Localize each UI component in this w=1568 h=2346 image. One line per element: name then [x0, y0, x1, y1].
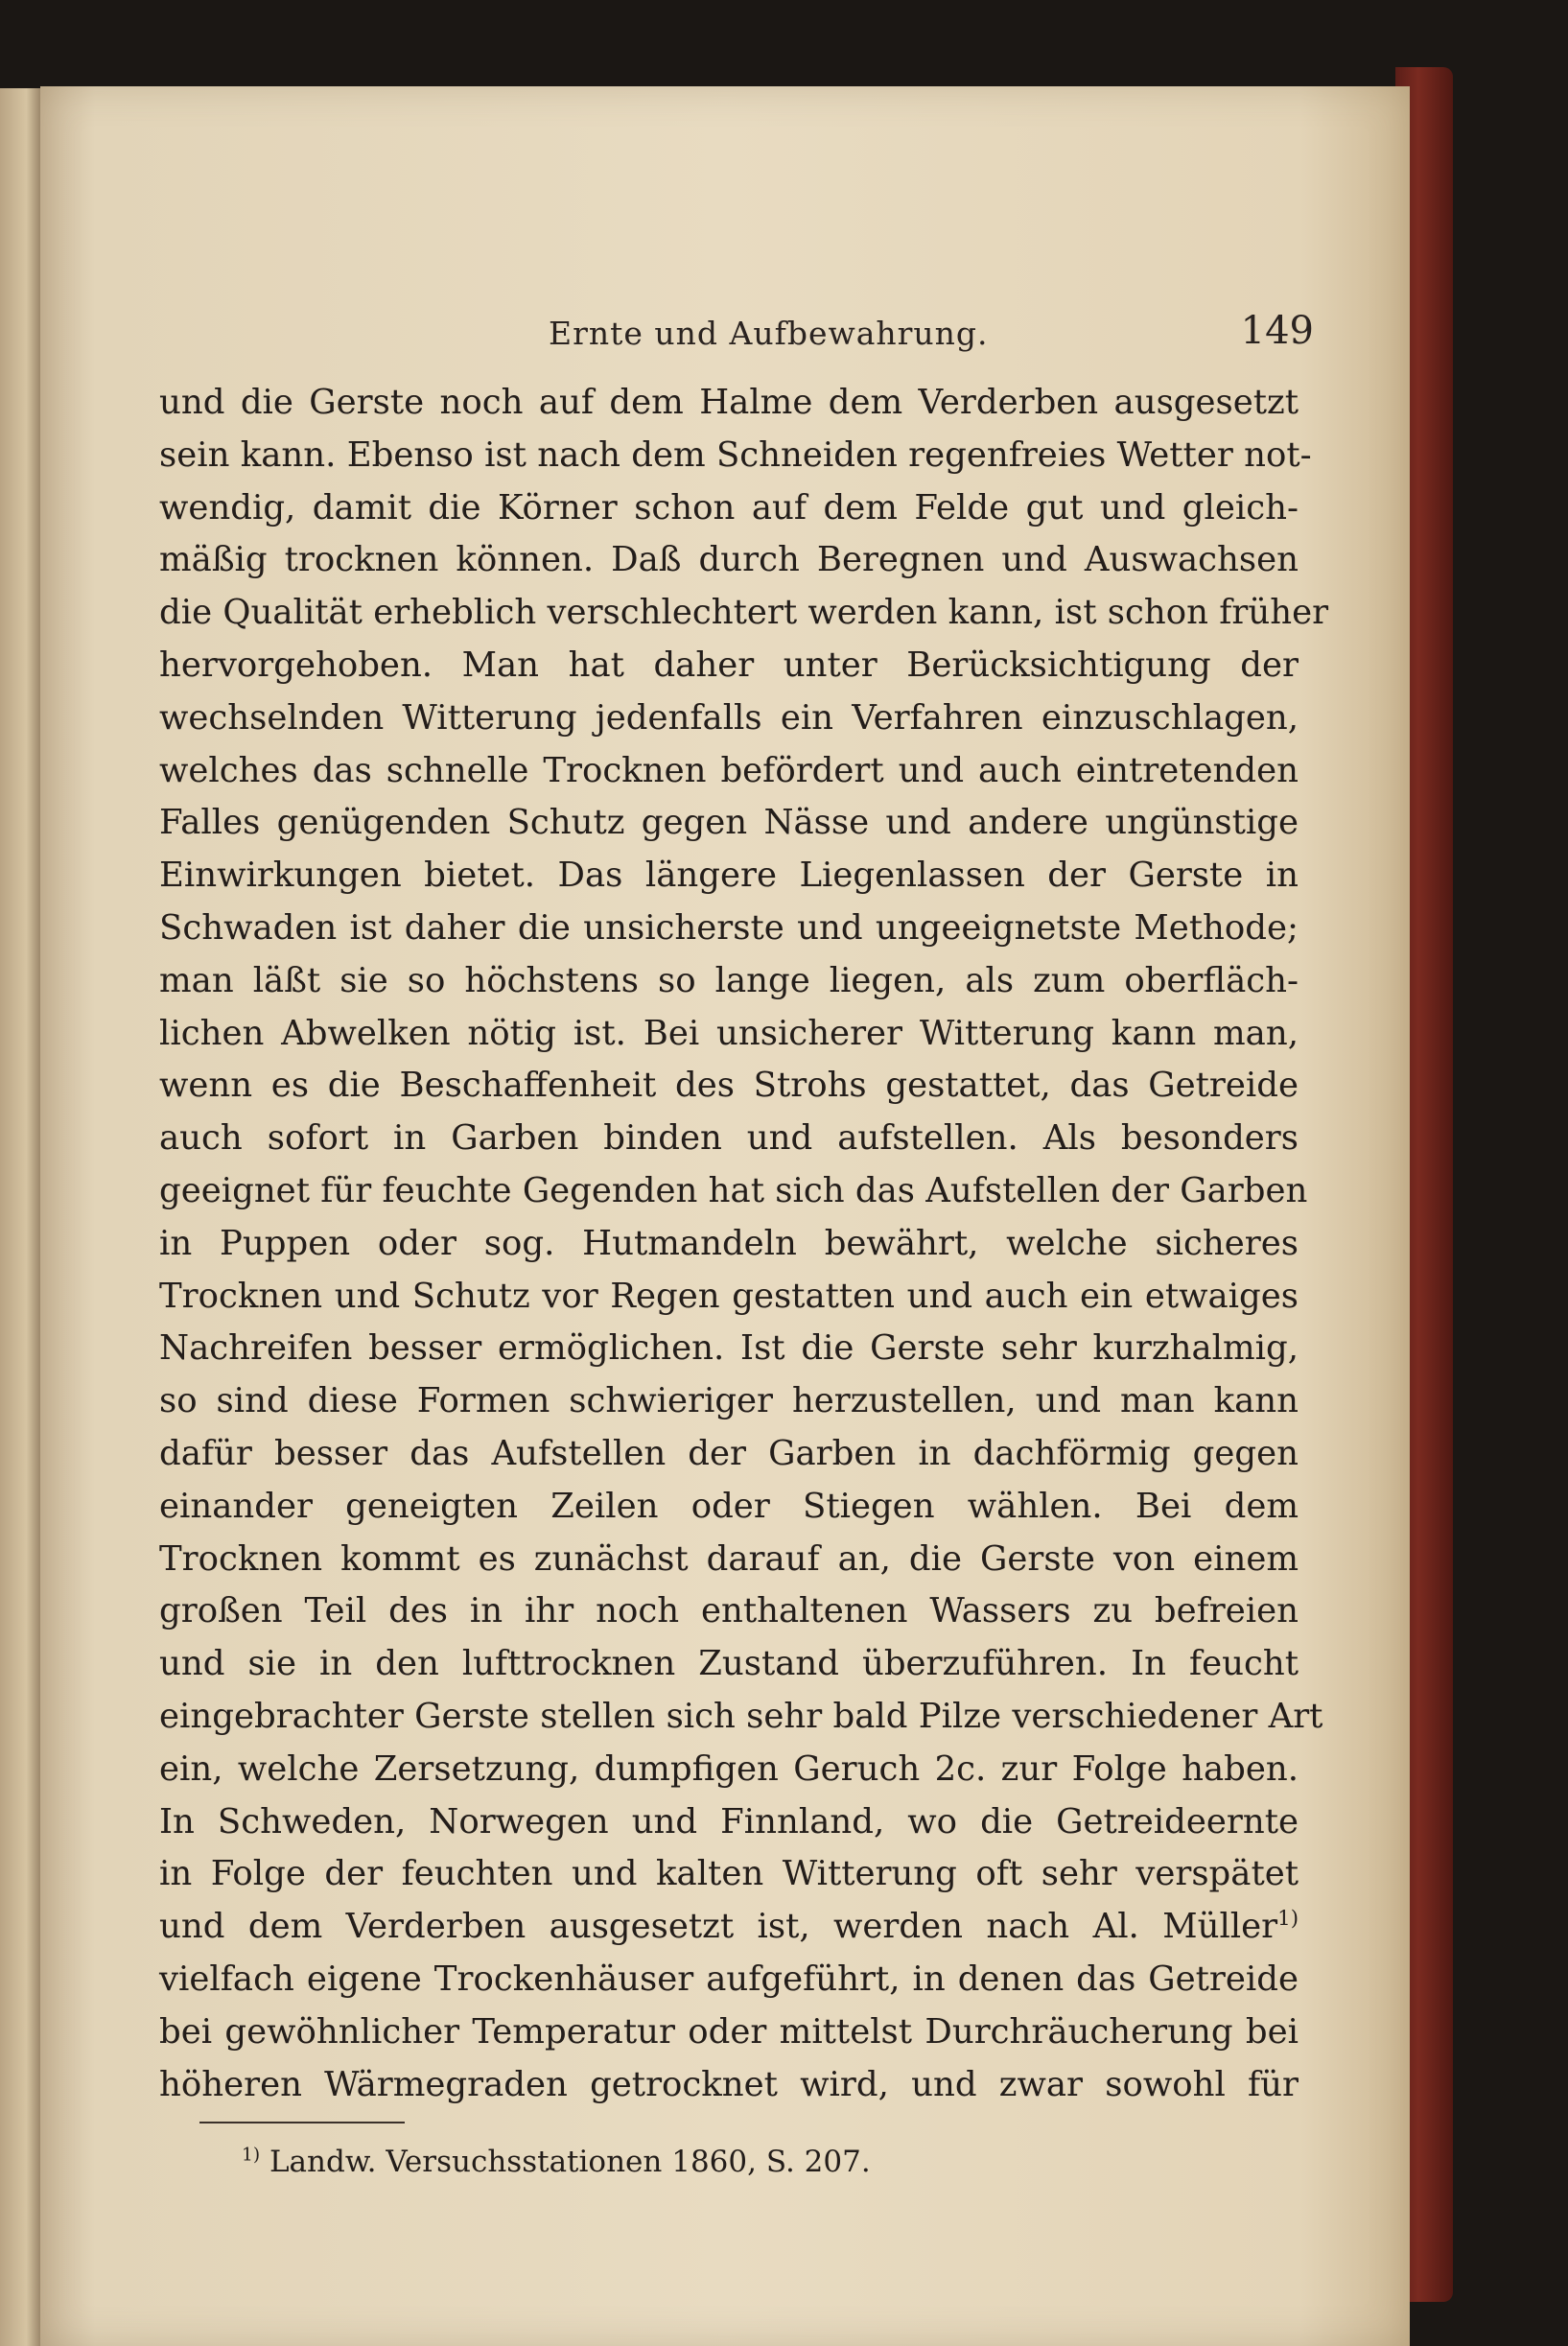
footnote-marker: 1) — [242, 2145, 261, 2166]
text-line: die Qualität erheblich verschlechtert werden kann, ist schon früher — [159, 593, 1329, 633]
text-line: sein kann. Ebenso ist nach dem Schneiden regenfreies Wetter not- — [159, 434, 1312, 475]
text-line: und sie in den lufttrocknen Zustand überzuführen. In feucht — [159, 1644, 1299, 1684]
text-line: mäßig trocknen können. Daß durch Beregnen und Auswachsen — [159, 540, 1299, 580]
text-line: hervorgehoben. Man hat daher unter Berücksichtigung der — [159, 645, 1299, 685]
running-title: Ernte und Aufbewahrung. — [549, 315, 989, 352]
text-line: wenn es die Beschaffenheit des Strohs gestattet, das Getreide — [159, 1066, 1299, 1106]
text-line: bei gewöhnlicher Temperatur oder mittelst Durchräucherung bei — [159, 2011, 1299, 2052]
text-line: welches das schnelle Trocknen befördert und auch eintretenden — [159, 750, 1299, 790]
text-line: eingebrachter Gerste stellen sich sehr bald Pilze verschiedener Art — [159, 1696, 1323, 1736]
text-line: geeignet für feuchte Gegenden hat sich das Aufstellen der Garben — [159, 1170, 1308, 1210]
footnote-reference: 1) — [1277, 1907, 1299, 1932]
text-line: in Puppen oder sog. Hutmandeln bewährt, welche sicheres — [159, 1223, 1299, 1263]
footnote-divider — [199, 2122, 405, 2123]
body-text — [159, 377, 1329, 2111]
text-line: Einwirkungen bietet. Das längere Liegenlassen der Gerste in — [159, 856, 1299, 896]
text-line: auch sofort in Garben binden und aufstellen. Als besonders — [159, 1118, 1299, 1159]
text-line: großen Teil des in ihr noch enthaltenen Wassers zu befreien — [159, 1591, 1299, 1631]
text-line-with-footnote-ref — [159, 1901, 1299, 1954]
footnote-text: Landw. Versuchsstationen 1860, S. 207. — [269, 2145, 871, 2179]
text-line: wechselnden Witterung jedenfalls ein Verfahren einzuschlagen, — [159, 697, 1299, 738]
footnote — [242, 2145, 871, 2179]
text-line: dafür besser das Aufstellen der Garben in dachförmig gegen — [159, 1433, 1299, 1473]
text-line: lichen Abwelken nötig ist. Bei unsicherer Witterung kann man, — [159, 1013, 1299, 1053]
text-line: so sind diese Formen schwieriger herzustellen, und man kann — [159, 1381, 1299, 1421]
text-line-content: und dem Verderben ausgesetzt ist, werden nach Al. Müller — [159, 1907, 1278, 1947]
text-line: In Schweden, Norwegen und Finnland, wo die Getreideernte — [159, 1801, 1299, 1842]
page-header — [40, 309, 1410, 372]
text-line: in Folge der feuchten und kalten Witterung oft sehr verspätet — [159, 1854, 1299, 1894]
page-number: 149 — [1240, 309, 1314, 353]
text-line: Nachreifen besser ermöglichen. Ist die Gerste sehr kurzhalmig, — [159, 1328, 1299, 1369]
text-line: ein, welche Zersetzung, dumpfigen Geruch 2c. zur Folge haben. — [159, 1748, 1299, 1789]
left-page-edge — [0, 88, 44, 2346]
text-line: und die Gerste noch auf dem Halme dem Verderben ausgesetzt — [159, 383, 1299, 422]
text-line: vielfach eigene Trockenhäuser aufgeführt, in denen das Getreide — [159, 1959, 1299, 1999]
text-line: Falles genügenden Schutz gegen Nässe und andere ungünstige — [159, 803, 1299, 843]
text-line: höheren Wärmegraden getrocknet wird, und zwar sowohl für — [159, 2064, 1299, 2104]
text-line: einander geneigten Zeilen oder Stiegen wählen. Bei dem — [159, 1486, 1299, 1526]
text-line: Trocknen und Schutz vor Regen gestatten und auch ein etwaiges — [159, 1276, 1299, 1316]
text-line: Schwaden ist daher die unsicherste und ungeeignetste Methode; — [159, 907, 1299, 948]
text-line: Trocknen kommt es zunächst darauf an, die Gerste von einem — [159, 1538, 1299, 1579]
book-page — [40, 86, 1410, 2346]
text-line: wendig, damit die Körner schon auf dem Felde gut und gleich- — [159, 487, 1299, 528]
text-line: man läßt sie so höchstens so lange liegen, als zum oberfläch- — [159, 960, 1299, 1000]
